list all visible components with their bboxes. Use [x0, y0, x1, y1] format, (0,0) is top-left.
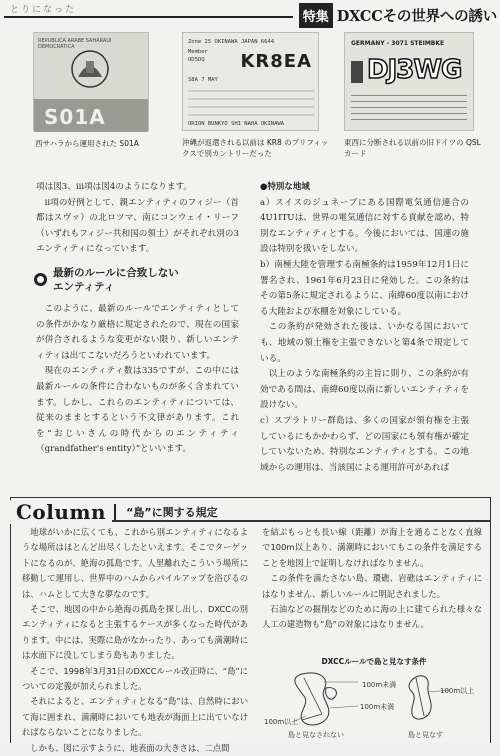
column-left-text: [22, 525, 248, 756]
qsl-top-text: GERMANY - 3071 STEIMBKE: [351, 40, 445, 47]
caption-not-island: 島と見なされない: [288, 731, 344, 739]
feature-title: DXCCその世界への誘い: [336, 7, 497, 25]
qsl-callsign: KR8EA: [240, 51, 312, 72]
qsl-card-s01a: [33, 32, 149, 131]
emblem-icon: [64, 47, 116, 95]
label-100m-over: 100m以上: [440, 687, 475, 695]
paragraph: b）南極大陸を管理する南極条約は1959年12月1日に署名され、1961年6月23日に発効した。この条約はその第5条に規定されるように、南緯60度以南における大陸および氷棚を対象にしている。: [260, 259, 469, 317]
feature-title-box: [293, 3, 497, 27]
paragraph: このように、最新のルールでエンティティとしての条件がかなり厳格に規定されたので、現在の国家が併合されるような変更がない限り、新しいエンティティは出てこないだろうといわれています。: [36, 303, 239, 361]
paragraph: そこで、地図の中から絶海の孤島を探し出し、DXCCの別エンティティになると主張するケースが多くなった時代があります。中には、実際に島がなかったり、あっても満潮時には水面下に没してしまう島もありました。: [22, 604, 248, 661]
qsl-table: [188, 87, 314, 119]
paragraph: 石油などの掘削などのために海の上に建てられた様々な人工の建造物も“島”の対象にはなりません。: [262, 604, 482, 630]
column-title: “島”に関する規定: [126, 506, 218, 519]
paragraph: この条約が発効された後は、いかなる国においても、地域の領土権を主張できないと第4条で規定している。: [260, 322, 469, 364]
qsl-card-kr8ea: [182, 32, 319, 131]
column-label: Column: [10, 500, 112, 524]
qsl-caption: 東西に分断される以前の旧ドイツの QSL カード: [344, 138, 481, 158]
bullet-heading: ●特別な地域: [260, 182, 310, 192]
paragraph: a）スイスのジュネーブにある国際電気通信連合の4U1ITUは、世界の電気通信に対する貢献を認め、特別なエンティティとする。今後においては、国連の施設は特別を扱いをしない。: [260, 197, 469, 255]
right-column: [260, 180, 469, 476]
paragraph: 現在のエンティティ数は335ですが、この中には最新ルールの条件に合わないものが多く含まれています。しかし、これらのエンティティについては、従来のままとするという不文律があります。これを“おじいさんの時代からのエンティティ（grandfather's entity）”といいます。: [36, 366, 239, 455]
island-rule-diagram: [262, 598, 486, 739]
label-100m-over: 100m以上: [264, 718, 299, 726]
label-100m-under: 100m未満: [360, 703, 395, 711]
qsl-caption: 沖縄が返還される以前は KR8 のプリフィックスで別カントリーだった: [182, 138, 329, 158]
page-header: [0, 0, 500, 30]
qsl-line: S8A 7 MAY: [188, 77, 218, 83]
left-column: [36, 180, 239, 458]
column-divider: [114, 504, 116, 520]
qsl-callsign: DJ3WG: [367, 55, 462, 85]
caption-island: 島と見なす: [408, 731, 443, 739]
paragraph: 項は図3、ⅲ項は図4のようになります。: [36, 182, 192, 192]
feature-tag: 特集: [299, 3, 333, 28]
qsl-line: Zone 25 OKINAWA JAPAN 6644: [188, 39, 275, 45]
qsl-card-dj3wg: [344, 32, 474, 131]
flag-icon: [351, 61, 363, 83]
section-title-line1: 最新のルールに合致しない: [53, 266, 179, 279]
qsl-line: OD5DQ: [188, 57, 205, 63]
paragraph: そこで、1998年3月31日のDXCCルール改正時に、“島”についての定義が加えられました。: [22, 665, 248, 692]
running-head: とりになった: [10, 5, 77, 15]
section-title-line2: エンティティ: [53, 280, 115, 293]
qsl-line: ORION BUNKYO SHI NAHA OKINAWA: [188, 121, 285, 127]
bullet-circle-icon: [34, 273, 47, 286]
paragraph: ⅱ項の好例として、親エンティティのフィジー（首都はスヴァ）の北ロツマ、南にコンウェイ・リーフ（いずれもフィジー共和国の領土）がそれぞれ別の3エンティティになっています。: [36, 197, 239, 255]
qsl-lines: [351, 95, 467, 128]
diagram-title: DXCCルールで島と見なす条件: [321, 657, 427, 666]
qsl-caption: 西サハラから運用された S01A: [35, 139, 139, 148]
paragraph: それによると、エンティティとなる“島”は、自然時において海に囲まれ、満潮時においても地表が海面上に出ていなければならないことになりました。: [22, 696, 248, 738]
paragraph: c）スプラトリー群島は、多くの国家が領有権を主張しているにもかかわらず、どの国家にも領有権が確定していないため、特別なエンティティとする。この地域からの運用は、当該国による運用許可があれば: [260, 415, 469, 473]
qsl-top-text: REPUBLICA ARABE SAHARAUI DEMOCRATICA: [38, 38, 112, 50]
column-header: [10, 500, 218, 524]
paragraph: 地球がいかに広くても、これから別エンティティになるような場所はほとんど出尽くしたといえます。そこでターゲットになるのが、絶海の孤島です。人里離れたこういう場所に移動して運用し、世界中のハムからパイルアップを浴びるのは、ハムとして大きな夢なのです。: [22, 527, 248, 599]
paragraph: 以上のような南極条約の主旨に則り、この条約が有効である間は、南緯60度以南に新しいエンティティを設けない。: [260, 369, 469, 411]
paragraph: を結ぶもっとも長い線（距離）が海上を通ることなく直線で100m以上あり、満潮時においてもこの条件を満足することを地図上で証明しなければなりません。: [262, 527, 482, 568]
paragraph: しかも、図に示すように、地表面の大きさは、二点間: [30, 742, 230, 753]
qsl-line: Member: [188, 49, 208, 55]
label-100m-under: 100m未満: [362, 681, 397, 689]
paragraph: この条件を満たさない島、環礁、岩礁はエンティティにはなりません、新しいルールに明記されました。: [262, 573, 482, 599]
section-heading: [34, 266, 239, 294]
qsl-callsign: S01A: [44, 105, 106, 129]
